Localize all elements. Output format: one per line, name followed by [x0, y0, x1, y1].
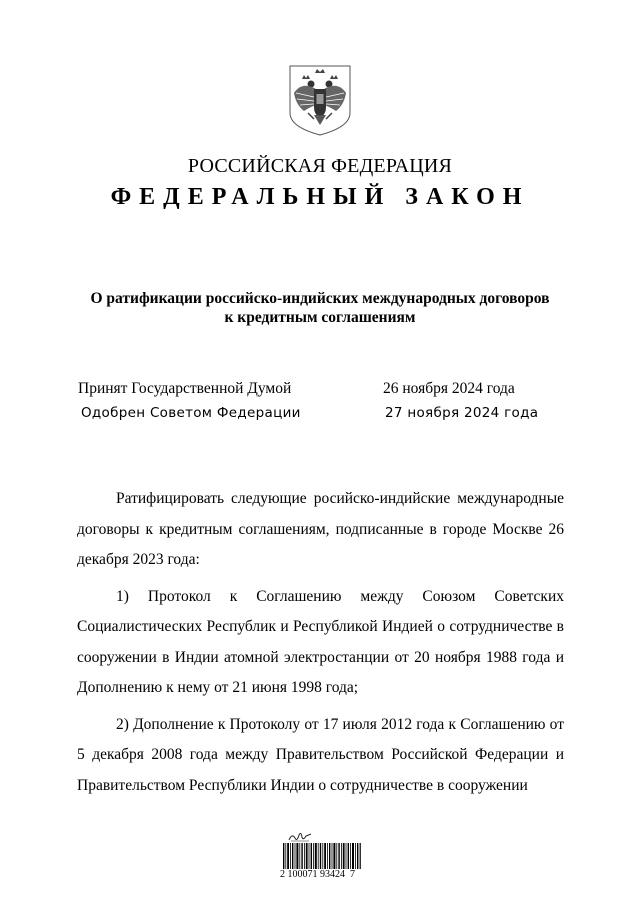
coat-of-arms-icon — [286, 63, 354, 137]
law-body — [77, 484, 564, 807]
barcode-number: 2 100071 93424 7 — [280, 869, 355, 880]
body-item-1-paragraph: 1) Протокол к Соглашению между Союзом Советских Социалистических Республик и Республикой Индией о сотрудничестве в сооружении в Индии атомной электростанции от 20 ноября 1988 года и Дополнению к нему от 21 июня 1998 года; — [77, 587, 564, 696]
council-approval-label: Одобрен Советом Федерации — [81, 405, 301, 421]
council-approval-date: 27 ноября 2024 года — [385, 405, 539, 421]
barcode-icon — [283, 843, 361, 869]
law-title — [60, 289, 580, 327]
signature-icon — [288, 829, 312, 843]
law-title-line-1: О ратификации российско-индийских международных договоров — [90, 290, 550, 307]
law-type-heading: ФЕДЕРАЛЬНЫЙ ЗАКОН — [110, 184, 530, 210]
duma-adoption-label: Принят Государственной Думой — [78, 380, 292, 397]
body-item-2-paragraph: 2) Дополнение к Протоколу от 17 июля 2012 года к Соглашению от 5 декабря 2008 года между Правительством Российской Федерации и Правительством Республики Индии о сотрудничестве в сооружении — [77, 715, 564, 794]
country-name: РОССИЙСКАЯ ФЕДЕРАЦИЯ — [187, 155, 453, 177]
law-title-line-2: к кредитным соглашениям — [224, 309, 416, 326]
body-intro-paragraph: Ратифицировать следующие росийско-индийские международные договоры к кредитным соглашениям, подписанные в городе Москве 26 декабря 2023 года: — [77, 490, 564, 568]
duma-adoption-date: 26 ноября 2024 года — [383, 380, 515, 397]
